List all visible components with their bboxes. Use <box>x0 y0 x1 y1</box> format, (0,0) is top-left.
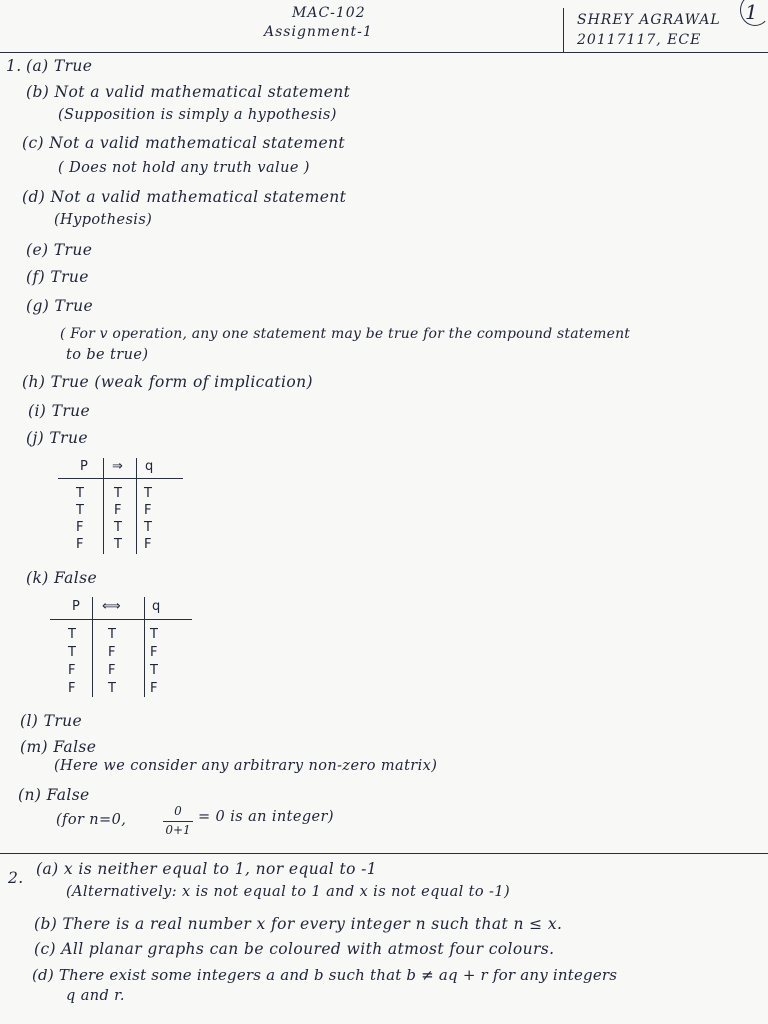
page-number: 1 <box>745 0 759 24</box>
q1-f: (f) True <box>26 268 89 286</box>
table-j-header-rule <box>58 478 183 479</box>
table-j-cell: F <box>76 537 84 552</box>
q1-g-note-line2: to be true) <box>66 347 149 363</box>
q1-n-fraction-denominator: 0+1 <box>165 823 191 837</box>
table-j-col-rule-1 <box>103 458 104 554</box>
q1-d-note: (Hypothesis) <box>54 212 153 228</box>
table-k-header-rule <box>50 619 192 620</box>
page-number-circle <box>740 0 768 26</box>
truth-table-j <box>58 456 188 556</box>
q1-j: (j) True <box>26 429 88 447</box>
q2-d: (d) There exist some integers a and b such that b ≠ aq + r for any integers <box>32 966 618 984</box>
q2-a-note: (Alternatively: x is not equal to 1 and x is not equal to -1) <box>66 884 511 900</box>
table-j-cell: T <box>114 486 122 501</box>
table-k-header-p: P <box>72 599 80 614</box>
table-j-header-implies: ⇒ <box>112 459 123 474</box>
table-j-cell: T <box>76 503 84 518</box>
table-k-cell: F <box>108 645 116 660</box>
q1-number: 1. <box>6 57 22 75</box>
q1-h: (h) True (weak form of implication) <box>22 373 313 391</box>
assignment-title: Assignment-1 <box>264 24 373 40</box>
table-j-cell: T <box>144 486 152 501</box>
q1-m: (m) False <box>20 738 97 756</box>
table-k-cell: F <box>108 663 116 678</box>
table-k-cell: F <box>150 681 158 696</box>
table-k-cell: F <box>150 645 158 660</box>
q1-n-note-post: = 0 is an integer) <box>198 809 334 825</box>
header-rule <box>0 52 768 53</box>
course-code: MAC-102 <box>292 5 366 21</box>
q1-e: (e) True <box>26 241 93 259</box>
table-j-header-q: q <box>145 459 154 474</box>
q1-n-note-pre: (for n=0, <box>56 812 127 828</box>
table-k-cell: T <box>108 627 116 642</box>
q1-n-fraction-bar <box>163 821 193 822</box>
q1-i: (i) True <box>28 402 91 420</box>
table-j-cell: T <box>76 486 84 501</box>
q1-a: (a) True <box>26 57 93 75</box>
table-k-cell: T <box>150 663 158 678</box>
q2-b: (b) There is a real number x for every integer n such that n ≤ x. <box>34 915 563 933</box>
table-j-cell: T <box>114 537 122 552</box>
student-id: 20117117, ECE <box>577 32 702 48</box>
q1-n-fraction-numerator: 0 <box>174 804 182 818</box>
q1-d: (d) Not a valid mathematical statement <box>22 188 347 206</box>
q1-b: (b) Not a valid mathematical statement <box>26 83 351 101</box>
q2-number: 2. <box>8 869 24 887</box>
table-j-cell: F <box>144 537 152 552</box>
student-name: SHREY AGRAWAL <box>577 12 721 28</box>
q1-g-note-line1: ( For v operation, any one statement may be true for the compound statement <box>60 326 631 342</box>
q1-k: (k) False <box>26 569 98 587</box>
q1-g: (g) True <box>26 297 94 315</box>
table-j-cell: F <box>114 503 122 518</box>
q2-d-continued: q and r. <box>66 988 125 1004</box>
table-j-cell: F <box>76 520 84 535</box>
table-k-cell: T <box>68 645 76 660</box>
q1-c: (c) Not a valid mathematical statement <box>22 134 346 152</box>
q1-m-note: (Here we consider any arbitrary non-zero matrix) <box>54 758 438 774</box>
header-divider <box>563 8 564 53</box>
section-rule <box>0 853 768 854</box>
q1-l: (l) True <box>20 712 83 730</box>
table-k-cell: T <box>68 627 76 642</box>
q2-c: (c) All planar graphs can be coloured with atmost four colours. <box>34 940 555 958</box>
table-k-header-iff: ⟺ <box>102 599 121 614</box>
table-k-cell: F <box>68 663 76 678</box>
table-j-header-p: P <box>80 459 88 474</box>
table-k-cell: F <box>68 681 76 696</box>
table-k-col-rule-2 <box>144 597 145 697</box>
q1-c-note: ( Does not hold any truth value ) <box>58 160 310 176</box>
table-k-header-q: q <box>152 599 161 614</box>
q1-b-note: (Supposition is simply a hypothesis) <box>58 107 337 123</box>
table-j-cell: F <box>144 503 152 518</box>
q2-a: (a) x is neither equal to 1, nor equal to -1 <box>36 860 378 878</box>
table-k-cell: T <box>150 627 158 642</box>
table-j-col-rule-2 <box>136 458 137 554</box>
truth-table-k <box>50 595 200 700</box>
table-j-cell: T <box>144 520 152 535</box>
table-j-cell: T <box>114 520 122 535</box>
table-k-col-rule-1 <box>92 597 93 697</box>
table-k-cell: T <box>108 681 116 696</box>
q1-n: (n) False <box>18 786 90 804</box>
